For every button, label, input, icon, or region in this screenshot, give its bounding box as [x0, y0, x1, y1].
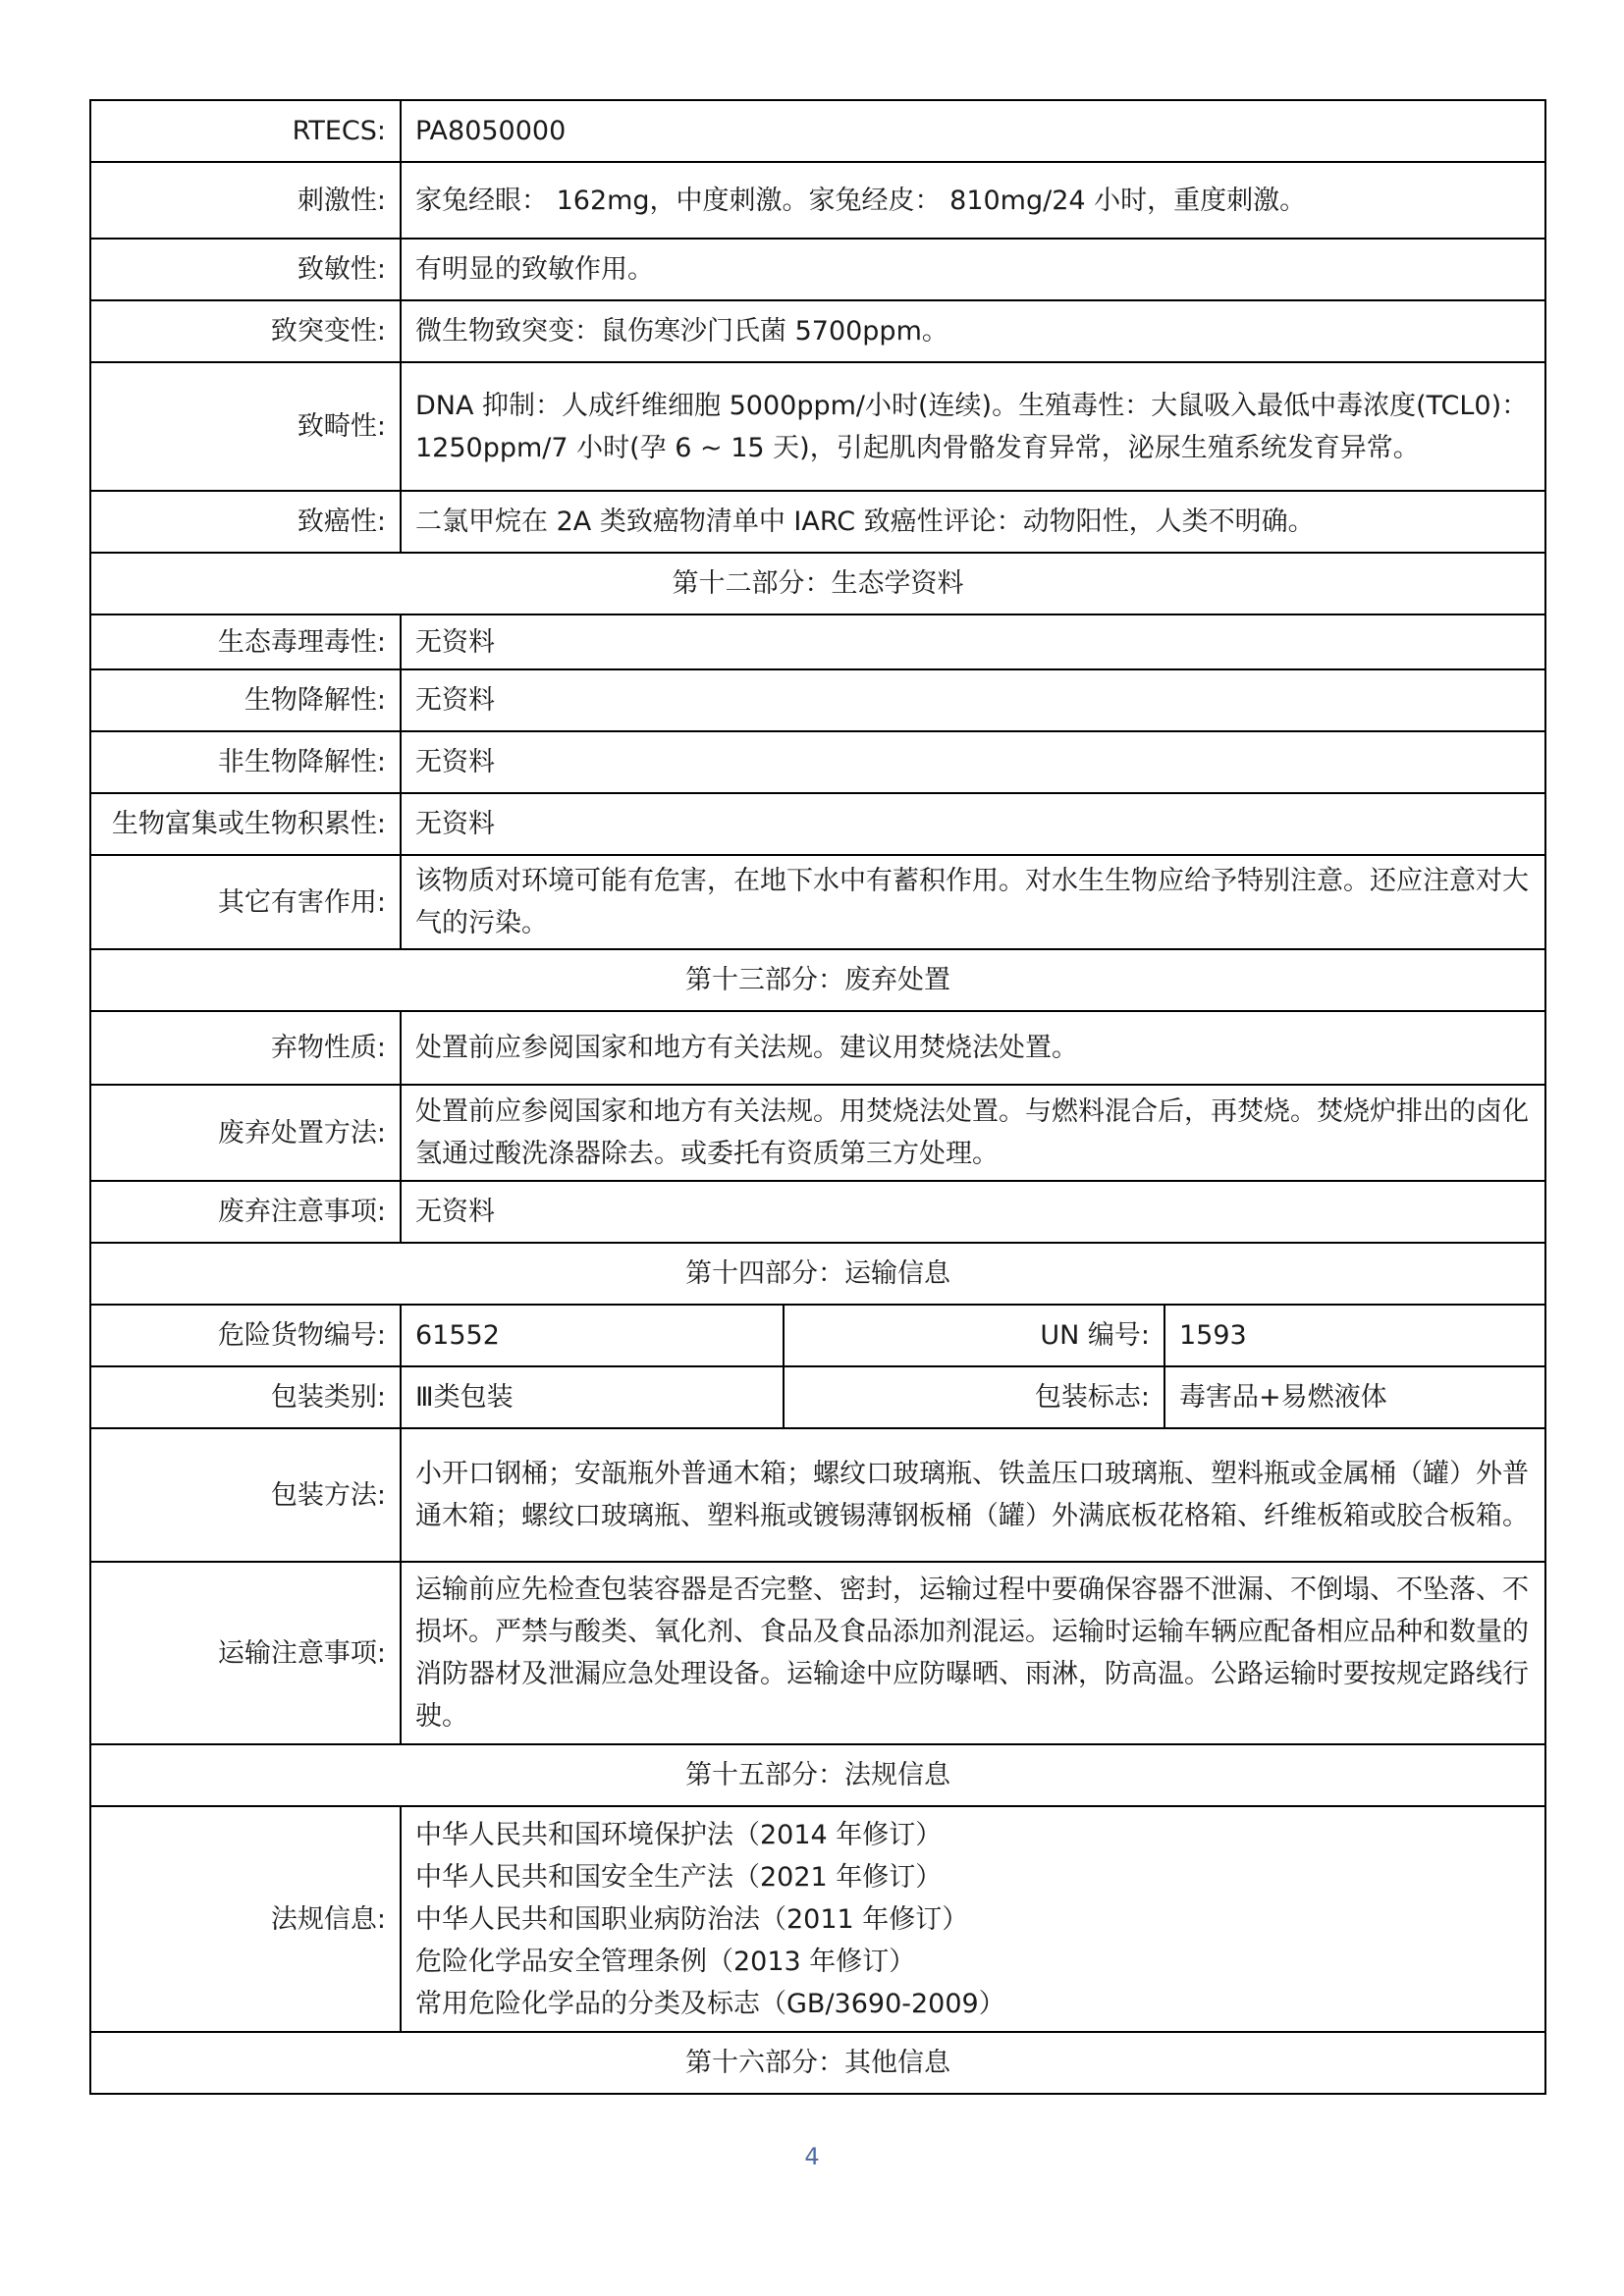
value-mutagenicity: 微生物致突变：鼠伤寒沙门氏菌 5700ppm。: [401, 300, 1545, 362]
section-header-14: [90, 1243, 1545, 1305]
label-carcinogenicity: 致癌性:: [90, 491, 401, 553]
row-irritation: [90, 162, 1545, 239]
row-packing: [90, 1366, 1545, 1428]
section-title-12: 第十二部分：生态学资料: [90, 553, 1545, 614]
value-ecotoxicity: 无资料: [401, 614, 1545, 669]
row-teratogenicity: [90, 362, 1545, 491]
value-disposal-method: 处置前应参阅国家和地方有关法规。用焚烧法处置。与燃料混合后，再焚烧。焚烧炉排出的卤化氢通过酸洗涤器除去。或委托有资质第三方处理。: [401, 1085, 1545, 1181]
row-waste-nature: [90, 1011, 1545, 1085]
section-title-13: 第十三部分：废弃处置: [90, 949, 1545, 1011]
section-title-15: 第十五部分：法规信息: [90, 1744, 1545, 1806]
value-other-effects: 该物质对环境可能有危害，在地下水中有蓄积作用。对水生生物应给予特别注意。还应注意对大气的污染。: [401, 855, 1545, 949]
row-rtecs: [90, 100, 1545, 162]
label-packing-method: 包装方法:: [90, 1428, 401, 1562]
value-teratogenicity: DNA 抑制：人成纤维细胞 5000ppm/小时(连续)。生殖毒性：大鼠吸入最低中毒浓度(TCL0)：1250ppm/7 小时(孕 6 ~ 15 天)，引起肌肉骨骼发育异常，泌尿生殖系统发育异常。: [401, 362, 1545, 491]
value-un-no: 1593: [1164, 1305, 1545, 1366]
label-un-no: UN 编号:: [784, 1305, 1164, 1366]
row-packing-method: [90, 1428, 1545, 1562]
label-abiotic-degradation: 非生物降解性:: [90, 731, 401, 793]
value-packing-group: Ⅲ类包装: [401, 1366, 784, 1428]
regulation-item: 危险化学品安全管理条例（2013 年修订）: [415, 1946, 916, 1977]
section-header-13: [90, 949, 1545, 1011]
section-header-12: [90, 553, 1545, 614]
value-packing-method: 小开口钢桶；安瓿瓶外普通木箱；螺纹口玻璃瓶、铁盖压口玻璃瓶、塑料瓶或金属桶（罐）外普通木箱；螺纹口玻璃瓶、塑料瓶或镀锡薄钢板桶（罐）外满底板花格箱、纤维板箱或胶合板箱。: [401, 1428, 1545, 1562]
row-disposal-notes: [90, 1181, 1545, 1243]
label-other-effects: 其它有害作用:: [90, 855, 401, 949]
row-abiotic-degradation: [90, 731, 1545, 793]
row-bioaccumulation: [90, 793, 1545, 855]
sds-table: [89, 99, 1546, 2095]
value-dangerous-goods-no: 61552: [401, 1305, 784, 1366]
row-biodegradability: [90, 669, 1545, 731]
label-disposal-method: 废弃处置方法:: [90, 1085, 401, 1181]
section-title-16: 第十六部分：其他信息: [90, 2032, 1545, 2094]
label-regulations: 法规信息:: [90, 1806, 401, 2032]
value-packing-mark: 毒害品+易燃液体: [1164, 1366, 1545, 1428]
label-mutagenicity: 致突变性:: [90, 300, 401, 362]
row-mutagenicity: [90, 300, 1545, 362]
value-bioaccumulation: 无资料: [401, 793, 1545, 855]
label-waste-nature: 弃物性质:: [90, 1011, 401, 1085]
label-ecotoxicity: 生态毒理毒性:: [90, 614, 401, 669]
value-disposal-notes: 无资料: [401, 1181, 1545, 1243]
value-abiotic-degradation: 无资料: [401, 731, 1545, 793]
value-rtecs: PA8050000: [401, 100, 1545, 162]
label-biodegradability: 生物降解性:: [90, 669, 401, 731]
regulation-item: 中华人民共和国环境保护法（2014 年修订）: [415, 1819, 943, 1850]
row-carcinogenicity: [90, 491, 1545, 553]
row-disposal-method: [90, 1085, 1545, 1181]
value-carcinogenicity: 二氯甲烷在 2A 类致癌物清单中 IARC 致癌性评论：动物阳性，人类不明确。: [401, 491, 1545, 553]
label-disposal-notes: 废弃注意事项:: [90, 1181, 401, 1243]
label-packing-mark: 包装标志:: [784, 1366, 1164, 1428]
section-title-14: 第十四部分：运输信息: [90, 1243, 1545, 1305]
row-sensitization: [90, 239, 1545, 300]
label-dangerous-goods-no: 危险货物编号:: [90, 1305, 401, 1366]
value-irritation: 家兔经眼： 162mg，中度刺激。家兔经皮： 810mg/24 小时，重度刺激。: [401, 162, 1545, 239]
label-rtecs: RTECS:: [90, 100, 401, 162]
label-transport-notes: 运输注意事项:: [90, 1562, 401, 1744]
regulation-item: 常用危险化学品的分类及标志（GB/3690-2009）: [415, 1988, 1005, 2019]
row-regulations: [90, 1806, 1545, 2032]
label-teratogenicity: 致畸性:: [90, 362, 401, 491]
value-biodegradability: 无资料: [401, 669, 1545, 731]
section-header-15: [90, 1744, 1545, 1806]
row-ecotoxicity: [90, 614, 1545, 669]
regulation-item: 中华人民共和国安全生产法（2021 年修订）: [415, 1861, 943, 1893]
value-waste-nature: 处置前应参阅国家和地方有关法规。建议用焚烧法处置。: [401, 1011, 1545, 1085]
label-bioaccumulation: 生物富集或生物积累性:: [90, 793, 401, 855]
label-irritation: 刺激性:: [90, 162, 401, 239]
label-sensitization: 致敏性:: [90, 239, 401, 300]
row-other-effects: [90, 855, 1545, 949]
row-dangerous-goods: [90, 1305, 1545, 1366]
value-regulations: [401, 1806, 1545, 2032]
regulation-item: 中华人民共和国职业病防治法（2011 年修订）: [415, 1903, 969, 1935]
value-transport-notes: 运输前应先检查包装容器是否完整、密封，运输过程中要确保容器不泄漏、不倒塌、不坠落、不损坏。严禁与酸类、氧化剂、食品及食品添加剂混运。运输时运输车辆应配备相应品种和数量的消防器材及泄漏应急处理设备。运输途中应防曝晒、雨淋，防高温。公路运输时要按规定路线行驶。: [401, 1562, 1545, 1744]
row-transport-notes: [90, 1562, 1545, 1744]
value-sensitization: 有明显的致敏作用。: [401, 239, 1545, 300]
section-header-16: [90, 2032, 1545, 2094]
page-number: 4: [804, 2143, 820, 2170]
label-packing-group: 包装类别:: [90, 1366, 401, 1428]
